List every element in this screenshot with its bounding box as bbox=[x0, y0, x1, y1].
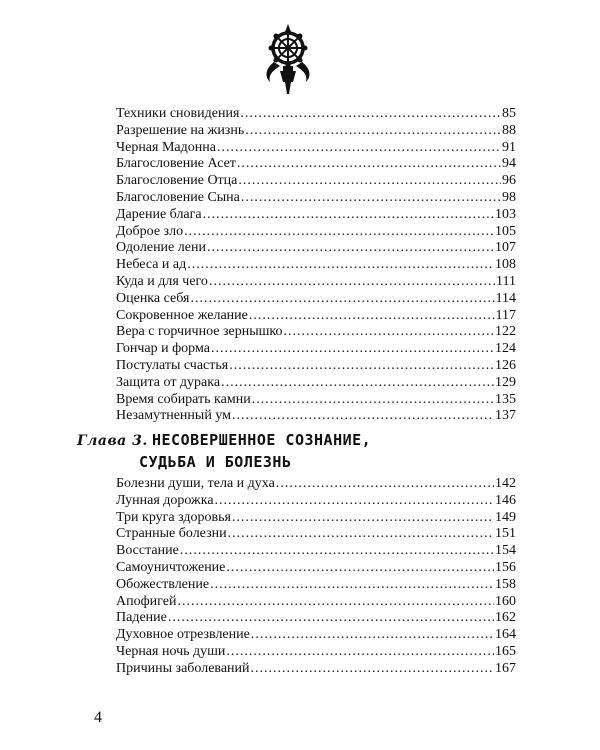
toc-entry-page: 142 bbox=[495, 476, 516, 491]
toc-entry bbox=[116, 526, 516, 543]
toc-entry-page: 146 bbox=[495, 492, 516, 508]
toc-entry-page: 158 bbox=[495, 576, 516, 592]
toc-entry-page: 124 bbox=[495, 341, 516, 357]
chapter-title-line-2: СУДЬБА И БОЛЕЗНЬ bbox=[139, 453, 292, 471]
toc-leader-dots bbox=[207, 240, 494, 257]
toc-entry-title: Время собирать камни bbox=[116, 391, 251, 407]
toc-entry bbox=[116, 341, 516, 358]
toc-entry-page: 108 bbox=[495, 257, 516, 273]
toc-entry bbox=[116, 610, 516, 627]
toc-entry-title: Вера с горчичное зернышко bbox=[116, 324, 283, 340]
toc-entry bbox=[116, 661, 516, 678]
toc-leader-dots bbox=[245, 123, 501, 140]
toc-entry-title: Техники сновидения bbox=[116, 106, 240, 121]
toc-entry-title: Три круга здоровья bbox=[116, 509, 231, 525]
toc-entry-page: 114 bbox=[495, 290, 516, 306]
toc-entry-page: 85 bbox=[502, 106, 516, 121]
toc-entry bbox=[116, 106, 516, 123]
toc-leader-dots bbox=[180, 543, 494, 560]
toc-entry-title: Благословение Отца bbox=[116, 173, 238, 189]
chapter-title-line-1: НЕСОВЕРШЕННОЕ СОЗНАНИЕ, bbox=[152, 431, 372, 449]
toc-entry-title: Лунная дорожка bbox=[116, 492, 214, 508]
toc-entry-page: 107 bbox=[495, 240, 516, 256]
toc-entry-title: Сокровенное желание bbox=[116, 307, 248, 323]
toc-leader-dots bbox=[209, 274, 495, 291]
toc-leader-dots bbox=[190, 291, 494, 308]
toc-entry-title: Дарение блага bbox=[116, 206, 202, 222]
toc-entry-page: 111 bbox=[496, 273, 516, 289]
toc-section-1 bbox=[116, 106, 516, 425]
toc-leader-dots bbox=[276, 476, 494, 493]
toc-leader-dots bbox=[232, 408, 494, 425]
toc-entry-page: 126 bbox=[495, 357, 516, 373]
toc-leader-dots bbox=[203, 207, 494, 224]
toc-entry bbox=[116, 324, 516, 341]
toc-entry-title: Разрешение на жизнь bbox=[116, 122, 245, 138]
toc-entry-page: 122 bbox=[495, 324, 516, 340]
toc-leader-dots bbox=[187, 257, 494, 274]
toc-entry-title: Обожествление bbox=[116, 576, 210, 592]
toc-entry-page: 94 bbox=[502, 156, 516, 172]
toc-leader-dots bbox=[232, 510, 494, 527]
toc-leader-dots bbox=[168, 610, 494, 627]
toc-entry-page: 135 bbox=[495, 391, 516, 407]
toc-leader-dots bbox=[177, 594, 494, 611]
toc-entry-title: Апофигей bbox=[116, 593, 177, 609]
toc-entry-title: Духовное отрезвление bbox=[116, 627, 250, 643]
toc-entry-page: 96 bbox=[502, 173, 516, 189]
toc-leader-dots bbox=[237, 156, 501, 173]
toc-entry-title: Незамутненный ум bbox=[116, 408, 231, 424]
toc-section-2 bbox=[116, 476, 516, 678]
toc-entry bbox=[116, 510, 516, 527]
toc-entry bbox=[116, 392, 516, 409]
toc-entry bbox=[116, 408, 516, 425]
toc-leader-dots bbox=[240, 106, 501, 123]
toc-entry bbox=[116, 257, 516, 274]
toc-entry bbox=[116, 493, 516, 510]
page-number: 4 bbox=[94, 709, 102, 726]
toc-leader-dots bbox=[215, 493, 494, 510]
chapter-heading bbox=[77, 430, 547, 474]
toc-leader-dots bbox=[252, 392, 494, 409]
toc-entry-title: Оценка себя bbox=[116, 290, 190, 306]
toc-leader-dots bbox=[221, 375, 494, 392]
toc-entry bbox=[116, 375, 516, 392]
toc-entry-title: Постулаты счастья bbox=[116, 357, 229, 373]
toc-leader-dots bbox=[228, 526, 494, 543]
toc-entry bbox=[116, 627, 516, 644]
toc-entry-page: 129 bbox=[495, 374, 516, 390]
toc-leader-dots bbox=[184, 224, 494, 241]
toc-entry-title: Небеса и ад bbox=[116, 257, 187, 273]
toc-entry bbox=[116, 173, 516, 190]
toc-entry bbox=[116, 308, 516, 325]
toc-entry bbox=[116, 543, 516, 560]
toc-leader-dots bbox=[241, 190, 501, 207]
toc-entry-page: 98 bbox=[502, 189, 516, 205]
toc-entry-title: Одоление лени bbox=[116, 240, 206, 256]
toc-leader-dots bbox=[217, 140, 501, 157]
toc-entry-title: Защита от дурака bbox=[116, 374, 221, 390]
toc-entry-page: 91 bbox=[502, 139, 516, 155]
toc-entry-page: 103 bbox=[495, 206, 516, 222]
toc-entry-page: 167 bbox=[495, 660, 516, 676]
toc-entry bbox=[116, 140, 516, 157]
toc-entry-page: 151 bbox=[495, 526, 516, 542]
toc-leader-dots bbox=[226, 644, 494, 661]
toc-entry bbox=[116, 644, 516, 661]
toc-entry-title: Доброе зло bbox=[116, 223, 184, 239]
toc-leader-dots bbox=[229, 358, 494, 375]
toc-entry-title: Гончар и форма bbox=[116, 341, 210, 357]
toc-leader-dots bbox=[284, 324, 495, 341]
toc-entry-page: 162 bbox=[495, 610, 516, 626]
toc-entry-title: Странные болезни bbox=[116, 526, 227, 542]
toc-entry bbox=[116, 240, 516, 257]
toc-entry-title: Причины заболеваний bbox=[116, 660, 250, 676]
toc-entry bbox=[116, 476, 516, 493]
toc-entry-title: Падение bbox=[116, 610, 167, 626]
toc-entry-page: 160 bbox=[495, 593, 516, 609]
toc-entry bbox=[116, 224, 516, 241]
toc-entry bbox=[116, 274, 516, 291]
toc-entry-page: 117 bbox=[495, 307, 516, 323]
toc-leader-dots bbox=[249, 308, 495, 325]
toc-entry-title: Черная ночь души bbox=[116, 643, 226, 659]
toc-entry-title: Куда и для чего bbox=[116, 273, 208, 289]
toc-entry-page: 154 bbox=[495, 543, 516, 559]
toc-leader-dots bbox=[251, 661, 494, 678]
toc-entry bbox=[116, 594, 516, 611]
toc-entry-title: Самоуничтожение bbox=[116, 559, 226, 575]
toc-entry-title: Болезни души, тела и духа bbox=[116, 476, 275, 491]
toc-entry-page: 156 bbox=[495, 559, 516, 575]
toc-entry-page: 88 bbox=[502, 122, 516, 138]
toc-entry-page: 105 bbox=[495, 223, 516, 239]
toc-entry bbox=[116, 577, 516, 594]
toc-entry bbox=[116, 156, 516, 173]
toc-entry bbox=[116, 358, 516, 375]
toc-entry-title: Благословение Сына bbox=[116, 189, 240, 205]
toc-entry-page: 165 bbox=[495, 643, 516, 659]
toc-entry-title: Восстание bbox=[116, 543, 179, 559]
chapter-label: Глава 3. bbox=[77, 433, 148, 449]
toc-leader-dots bbox=[238, 173, 501, 190]
toc-entry bbox=[116, 123, 516, 140]
toc-leader-dots bbox=[210, 577, 494, 594]
toc-entry-page: 137 bbox=[495, 408, 516, 424]
toc-leader-dots bbox=[251, 627, 494, 644]
toc-leader-dots bbox=[211, 341, 494, 358]
toc-entry bbox=[116, 291, 516, 308]
toc-entry bbox=[116, 207, 516, 224]
dharma-wheel-ornament-icon bbox=[262, 22, 314, 96]
toc-entry-page: 164 bbox=[495, 627, 516, 643]
toc-entry-page: 149 bbox=[495, 509, 516, 525]
toc-entry bbox=[116, 190, 516, 207]
toc-entry-title: Черная Мадонна bbox=[116, 139, 216, 155]
toc-entry bbox=[116, 560, 516, 577]
toc-entry-title: Благословение Асет bbox=[116, 156, 236, 172]
toc-leader-dots bbox=[226, 560, 494, 577]
